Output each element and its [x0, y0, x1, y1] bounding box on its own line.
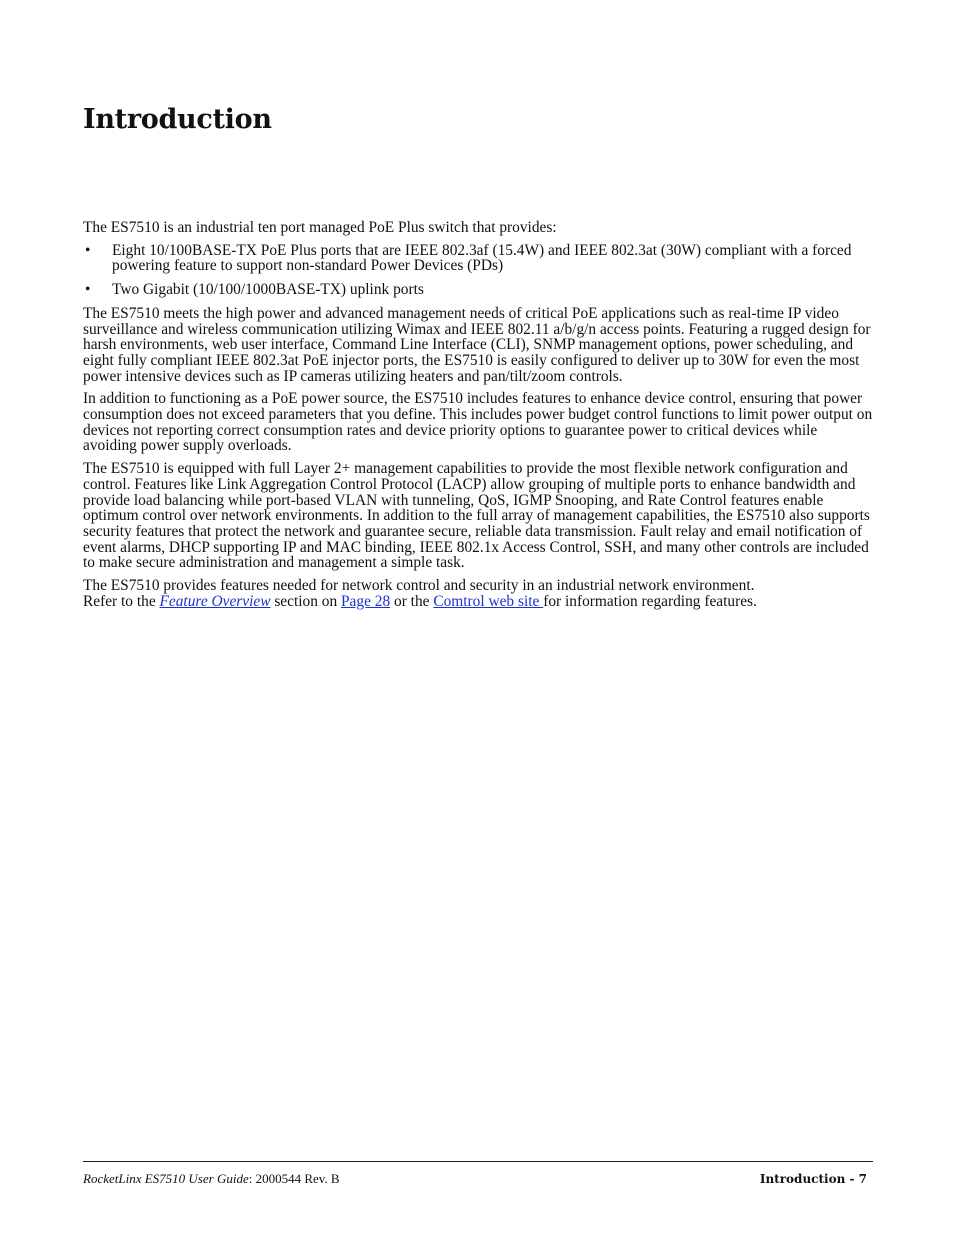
section-on-text: section on [270, 592, 341, 610]
footer-document-info [83, 1171, 340, 1187]
references-suffix-text: for information regarding features. [543, 592, 757, 610]
bullet-item [83, 282, 873, 298]
footer-page-label: Introduction - 7 [759, 1172, 867, 1186]
paragraph-layer2-management: The ES7510 is equipped with full Layer 2+ management capabilities to provide the most flexible network configuration and control. Features like Link Aggregation Control Protocol (LACP) allow grouping of multiple ports to enhance bandwidth and provide load balancing while port-based VLAN with tunneling, QoS, IGMP Snooping, and Rate Control features enable optimum control over network environments. In addition to the full array of management capabilities, the ES7510 also supports security features that protect the network and guarantee secure, reliable data transmission. Fault relay and email notification of event alarms, DHCP supporting IP and MAC binding, IEEE 802.1x Access Control, SSH, and many other controls are included to make secure administration and management a simple task. [83, 460, 870, 572]
comtrol-web-site-link[interactable]: Comtrol web site [433, 592, 544, 610]
intro-paragraph: The ES7510 is an industrial ten port managed PoE Plus switch that provides: [83, 219, 557, 236]
paragraph-device-control: In addition to functioning as a PoE power source, the ES7510 includes features to enhance device control, ensuring that power consumption does not exceed parameters that you define. This includes power budget control functions to limit power output on devices not reporting correct consumption rates and device priority options to guarantee power to critical devices while avoiding power supply overloads. [83, 390, 873, 455]
bullet-icon: • [85, 241, 91, 259]
bullet-icon: • [85, 281, 91, 299]
feature-bullet-list [83, 243, 873, 298]
bullet-item [83, 243, 873, 274]
page-28-link[interactable]: Page 28 [341, 592, 391, 610]
or-the-text: or the [390, 592, 434, 610]
footer-divider [83, 1161, 873, 1162]
bullet-text: Two Gigabit (10/100/1000BASE-TX) uplink ports [112, 281, 424, 299]
page-title: Introduction [83, 104, 272, 135]
paragraph-references [83, 578, 873, 609]
footer-product-name: RocketLinx ES7510 User Guide [83, 1171, 249, 1186]
references-line-1: The ES7510 provides features needed for network control and security in an industrial network environment. [83, 577, 755, 595]
body-content [83, 220, 873, 616]
footer-doc-number: : 2000544 Rev. B [248, 1171, 340, 1186]
feature-overview-link[interactable]: Feature Overview [159, 592, 271, 610]
refer-prefix-text: Refer to the [83, 592, 160, 610]
bullet-text: Eight 10/100BASE-TX PoE Plus ports that are IEEE 802.3af (15.4W) and IEEE 802.3at (30W) compliant with a forced powering feature to support non-standard Power Devices (PDs) [112, 241, 852, 275]
paragraph-power-management: The ES7510 meets the high power and advanced management needs of critical PoE applications such as real-time IP video surveillance and wireless communication utilizing Wimax and IEEE 802.11 a/b/g/n access points. Featuring a rugged design for harsh environments, web user interface, Command Line Interface (CLI), SNMP management options, power scheduling, and eight fully compliant IEEE 802.3at PoE injector ports, the ES7510 is easily configured to deliver up to 30W for even the most power intensive devices such as IP cameras utilizing heaters and pan/tilt/zoom controls. [83, 304, 871, 385]
